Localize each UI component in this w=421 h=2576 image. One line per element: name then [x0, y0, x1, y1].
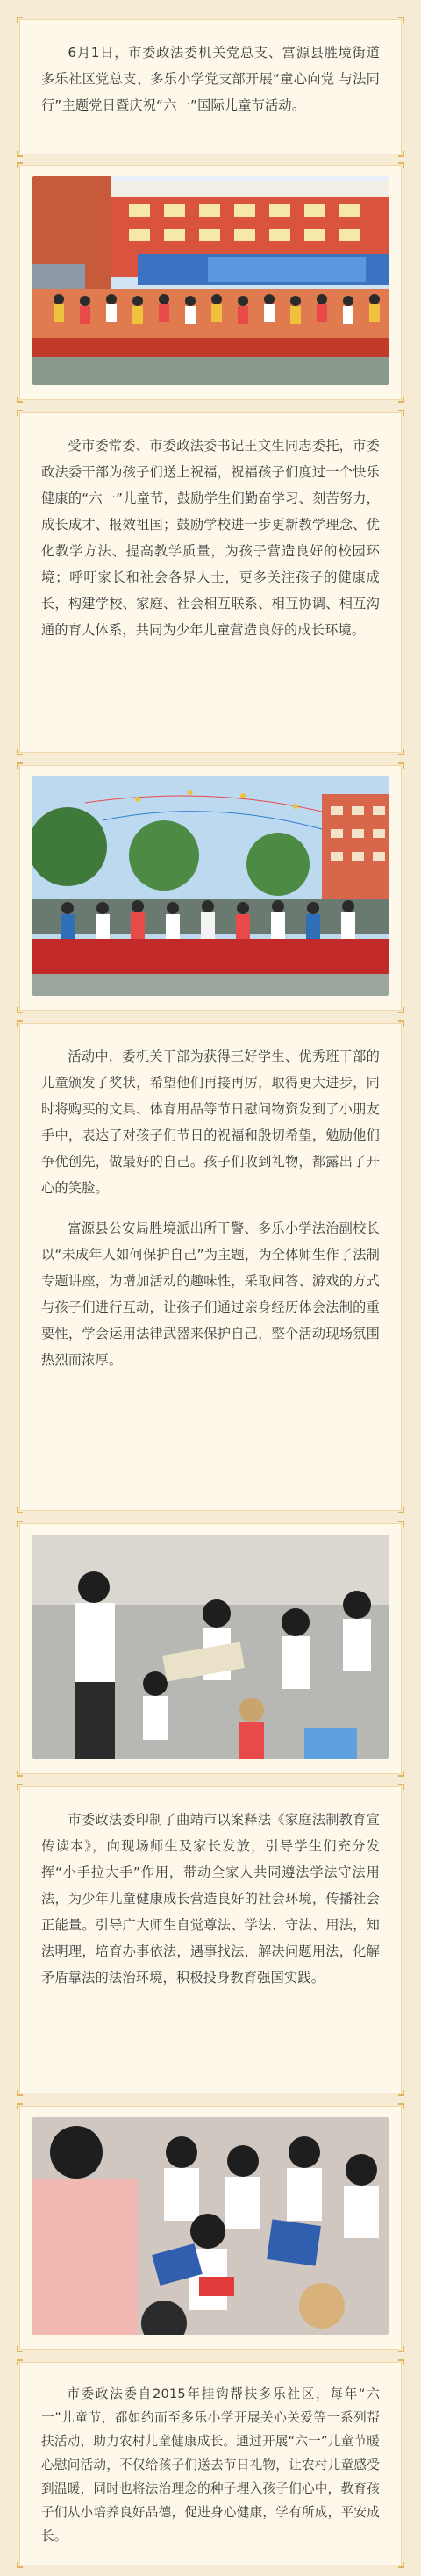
photo-frame-1 — [19, 165, 402, 400]
paragraph-support: 市委政法委自2015年挂钩帮扶多乐社区，每年“六一”儿童节，都如约而至多乐小学开展关心关爱等一系列帮扶活动，助力农村儿童健康成长。通过开展“六一”儿童节暖心慰问活动，不仅给孩子们送去节日礼物，让农村儿童感受到温暖，同时也将法治理念的种子埋入孩子们心中，教育孩子们从小培养良好品德，促进身心健康，学有所成，平安成长。 — [41, 2386, 380, 2544]
corner-bracket-icon — [398, 162, 404, 168]
corner-bracket-icon — [17, 2359, 23, 2365]
corner-bracket-icon — [398, 1771, 404, 1777]
corner-bracket-icon — [17, 2090, 23, 2096]
corner-bracket-icon — [17, 1020, 23, 1027]
corner-bracket-icon — [398, 2346, 404, 2352]
paragraph-awards: 活动中，委机关干部为获得三好学生、优秀班干部的儿童颁发了奖状，希望他们再接再厉，取得更大进步，同时将购买的文具、体育用品等节日慰问物资发到了小朋友手中，表达了对孩子们节日的祝福和殷切希望，勉励他们争优创先，做最好的自己。孩子们收到礼物，都露出了开心的笑脸。 — [41, 1048, 380, 1196]
corner-bracket-icon — [17, 1521, 23, 1527]
photo-frame-4 — [19, 2106, 402, 2350]
photo-booklet-reading — [32, 2117, 389, 2335]
corner-bracket-icon — [398, 1020, 404, 1027]
corner-bracket-icon — [398, 1007, 404, 1013]
corner-bracket-icon — [398, 2359, 404, 2365]
corner-bracket-icon — [17, 762, 23, 769]
text-frame-3 — [19, 1023, 402, 1511]
corner-bracket-icon — [398, 1507, 404, 1513]
paragraph-handbook: 市委政法委印制了曲靖市以案释法《家庭法制教育宣传读本》，向现场师生及家长发放，引导学生们充分发挥“小手拉大手”作用，带动全家人共同遵法学法守法用法，为少年儿童健康成长营造良好的社会环境，传播社会正能量。引导广大师生自觉尊法、学法、守法、用法，知法明理，培育办事依法，遇事找法，解决问题用法，化解矛盾靠法的法治环境，积极投身教育强国实践。 — [41, 1812, 380, 1986]
corner-bracket-icon — [17, 162, 23, 168]
paragraph-intro: 6月1日，市委政法委机关党总支、富源县胜境街道多乐社区党总支、多乐小学党支部开展“童心向党 与法同行”主题党日暨庆祝“六一”国际儿童节活动。 — [41, 45, 380, 113]
corner-bracket-icon — [398, 2090, 404, 2096]
corner-bracket-icon — [398, 397, 404, 403]
text-frame-1 — [19, 19, 402, 154]
corner-bracket-icon — [17, 749, 23, 755]
corner-bracket-icon — [17, 17, 23, 23]
corner-bracket-icon — [17, 1007, 23, 1013]
corner-bracket-icon — [398, 1784, 404, 1790]
photo-stage-performance — [32, 176, 389, 385]
corner-bracket-icon — [398, 1521, 404, 1527]
corner-bracket-icon — [398, 17, 404, 23]
corner-bracket-icon — [17, 1771, 23, 1777]
corner-bracket-icon — [17, 1784, 23, 1790]
photo-frame-2 — [19, 765, 402, 1011]
corner-bracket-icon — [17, 2103, 23, 2109]
text-frame-5 — [19, 2362, 402, 2565]
corner-bracket-icon — [398, 410, 404, 416]
corner-bracket-icon — [17, 2562, 23, 2568]
corner-bracket-icon — [17, 151, 23, 157]
corner-bracket-icon — [17, 397, 23, 403]
corner-bracket-icon — [398, 749, 404, 755]
photo-group-gathering — [32, 776, 389, 996]
corner-bracket-icon — [398, 762, 404, 769]
corner-bracket-icon — [398, 2103, 404, 2109]
photo-gift-distribution — [32, 1535, 389, 1759]
paragraph-blessing: 受市委常委、市委政法委书记王文生同志委托，市委政法委干部为孩子们送上祝福，祝福孩子们度过一个快乐健康的“六一”儿童节，鼓励学生们勤奋学习、刻苦努力，成长成才、报效祖国；鼓励学校进一步更新教学理念、优化教学方法、提高教学质量，为孩子营造良好的校园环境；呼吁家长和社会各界人士，更多关注孩子的健康成长，构建学校、家庭、社会相互联系、相互协调、相互沟通的育人体系，共同为少年儿童营造良好的成长环境。 — [41, 438, 380, 638]
corner-bracket-icon — [17, 2346, 23, 2352]
text-frame-4 — [19, 1786, 402, 2093]
corner-bracket-icon — [17, 1507, 23, 1513]
paragraph-lecture: 富源县公安局胜境派出所干警、多乐小学法治副校长以“未成年人如何保护自己”为主题，为全体师生作了法制专题讲座，为增加活动的趣味性，采取问答、游戏的方式与孩子们进行互动，让孩子们通过亲身经历体会法制的重要性，学会运用法律武器来保护自己，整个活动现场氛围热烈而浓厚。 — [41, 1220, 380, 1368]
corner-bracket-icon — [398, 2562, 404, 2568]
corner-bracket-icon — [398, 151, 404, 157]
text-frame-2 — [19, 412, 402, 753]
corner-bracket-icon — [17, 410, 23, 416]
photo-frame-3 — [19, 1523, 402, 1774]
